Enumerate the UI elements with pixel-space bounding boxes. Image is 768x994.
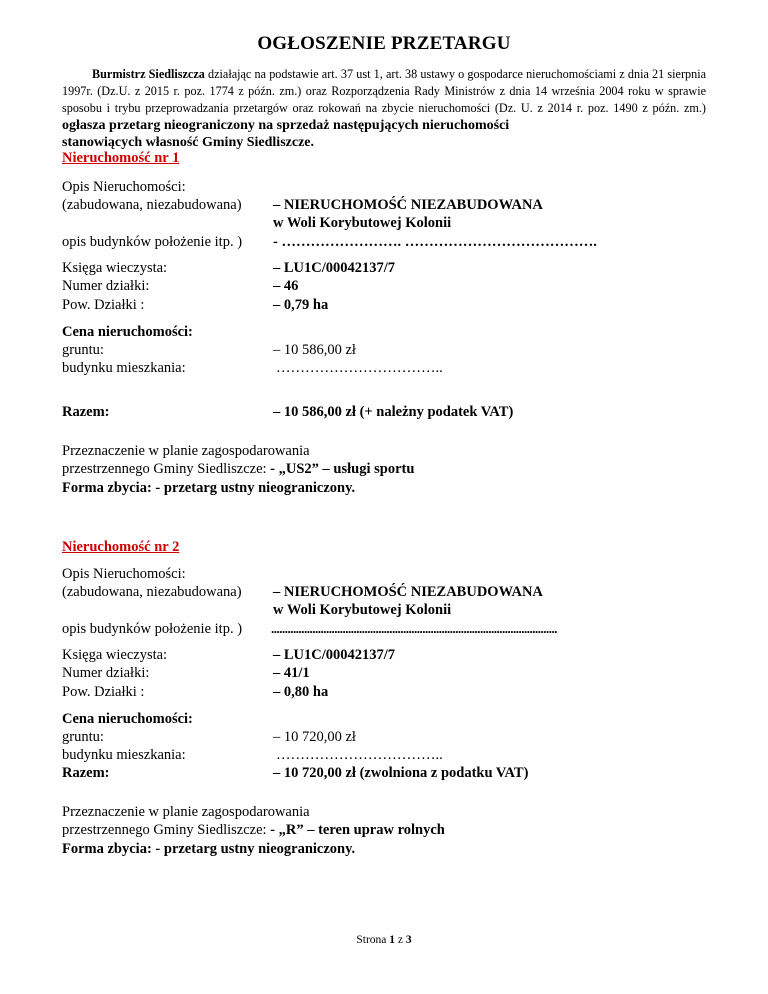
property-1-desc-label-1: Opis Nieruchomości: [62, 179, 186, 195]
property-1-form [62, 480, 355, 497]
property-2-kw-label: Księga wieczysta: [62, 647, 168, 663]
property-1-building-label: budynku mieszkania: [62, 360, 186, 376]
property-1-form-value: : - przetarg ustny nieograniczony. [146, 480, 356, 496]
property-2-land-value: – 10 720,00 zł [273, 729, 356, 745]
property-2-kw-value: – LU1C/00042137/7 [273, 647, 396, 663]
property-1-price-heading: Cena nieruchomości: [62, 324, 193, 340]
property-1-area-label: Pow. Działki : [62, 297, 145, 313]
intro-announce: ogłasza przetarg nieograniczony na sprzedaż następujących nieruchomości [62, 118, 510, 133]
property-1-land-label: gruntu: [62, 342, 104, 358]
property-2-form-value: : - przetarg ustny nieograniczony. [146, 841, 356, 857]
property-2-building-label: budynku mieszkania: [62, 747, 186, 763]
property-2-total-value: – 10 720,00 zł (zwolniona z podatku VAT) [273, 765, 529, 781]
intro-lead: Burmistrz Siedliszcza [92, 67, 205, 81]
property-2-heading: Nieruchomość nr 2 [62, 539, 180, 555]
property-2-desc-value-1: – NIERUCHOMOŚĆ NIEZABUDOWANA [273, 584, 543, 600]
property-1-building-value: …………………………….. [276, 360, 443, 376]
property-1-desc-label-2: (zabudowana, niezabudowana) [62, 197, 242, 213]
property-2-plot-label: Numer działki: [62, 665, 150, 681]
property-1-total-value: – 10 586,00 zł (+ należny podatek VAT) [273, 404, 514, 420]
property-1-purpose-plain: przestrzennego Gminy Siedliszcze: [62, 461, 271, 477]
property-1-plot-value: – 46 [273, 278, 299, 294]
property-2-purpose-line-2 [62, 822, 445, 839]
property-1-purpose-zone: - „US2” – usługi sportu [270, 461, 415, 477]
property-2-area-value: – 0,80 ha [273, 684, 329, 700]
property-2-buildings-value: ........................................................................................................ [271, 621, 557, 636]
property-2-desc-label-2: (zabudowana, niezabudowana) [62, 584, 242, 600]
property-1-purpose-line-2 [62, 461, 414, 478]
property-2-area-label: Pow. Działki : [62, 684, 145, 700]
footer-prefix: Strona [356, 934, 390, 946]
property-2-form-label: Forma zbycia [62, 841, 147, 857]
property-1-form-label: Forma zbycia [62, 480, 147, 496]
footer-separator: z [395, 934, 406, 946]
property-1-area-value: – 0,79 ha [273, 297, 329, 313]
property-1-plot-label: Numer działki: [62, 278, 150, 294]
intro-paragraph [62, 66, 706, 151]
property-1-heading: Nieruchomość nr 1 [62, 150, 180, 166]
property-2-land-label: gruntu: [62, 729, 104, 745]
property-2-form [62, 841, 355, 858]
property-2-purpose-plain: przestrzennego Gminy Siedliszcze: [62, 822, 271, 838]
intro-body: działając na podstawie art. 37 ust 1, art. 38 ustawy o gospodarce nieruchomościami z dnia 21 sierpnia 1997r. (Dz.U. z 2015 r. poz. 1774 z późn. zm.) oraz Rozporządzenia Rady Ministrów z dnia 14 września 2004 roku w sprawie sposobu i trybu przeprowadzania przetargów oraz rokowań na zbycie nieruchomości (Dz. U. z 2014 r. poz. 1490 z późn. zm.) [62, 67, 706, 115]
footer-current-page: 1 [389, 934, 396, 946]
property-2-desc-value-2: w Woli Korybutowej Kolonii [273, 602, 452, 618]
property-1-desc-value-2: w Woli Korybutowej Kolonii [273, 215, 452, 231]
property-1-purpose-line-1: Przeznaczenie w planie zagospodarowania [62, 443, 310, 459]
property-2-purpose-zone: - „R” – teren upraw rolnych [270, 822, 445, 838]
property-1-desc-value-1: – NIERUCHOMOŚĆ NIEZABUDOWANA [273, 197, 543, 213]
property-2-purpose-line-1: Przeznaczenie w planie zagospodarowania [62, 804, 310, 820]
property-2-buildings-label: opis budynków położenie itp. ) [62, 621, 243, 637]
page-title: OGŁOSZENIE PRZETARGU [257, 33, 511, 54]
property-1-kw-label: Księga wieczysta: [62, 260, 168, 276]
property-1-total-label: Razem: [62, 404, 110, 420]
property-2-plot-value: – 41/1 [273, 665, 310, 681]
property-1-land-value: – 10 586,00 zł [273, 342, 356, 358]
property-1-buildings-value: - ……………………. …………………………………. [273, 234, 597, 250]
property-2-desc-label-1: Opis Nieruchomości: [62, 566, 186, 582]
intro-last-line: stanowiących własność Gminy Siedliszcze. [62, 135, 314, 150]
footer-total-pages: 3 [405, 934, 412, 946]
property-2-total-label: Razem: [62, 765, 110, 781]
property-1-buildings-label: opis budynków położenie itp. ) [62, 234, 243, 250]
property-2-building-value: …………………………….. [276, 747, 443, 763]
page-number-footer [0, 934, 768, 946]
property-2-price-heading: Cena nieruchomości: [62, 711, 193, 727]
property-1-kw-value: – LU1C/00042137/7 [273, 260, 396, 276]
